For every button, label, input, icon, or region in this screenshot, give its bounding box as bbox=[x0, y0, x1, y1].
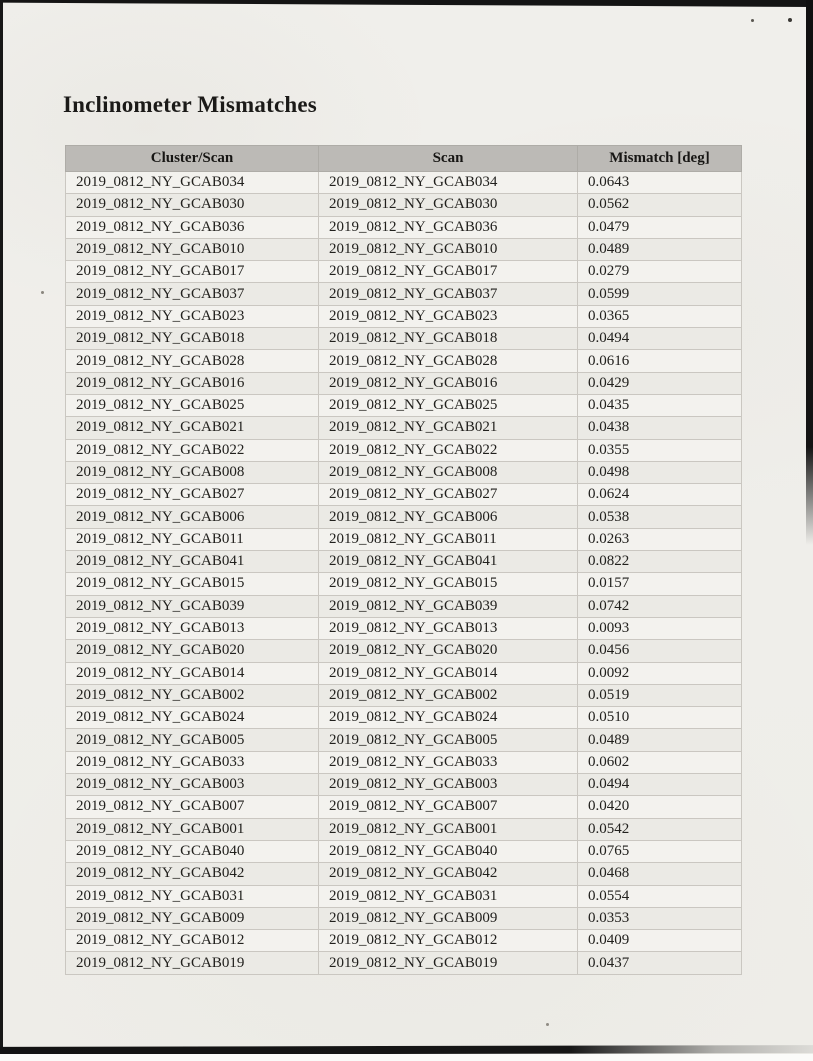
scan-cell: 2019_0812_NY_GCAB025 bbox=[319, 394, 578, 416]
table-row bbox=[66, 350, 742, 372]
mismatch-cell: 0.0437 bbox=[578, 952, 742, 974]
scan-cell: 2019_0812_NY_GCAB012 bbox=[319, 930, 578, 952]
table-row bbox=[66, 439, 742, 461]
cluster-scan-cell: 2019_0812_NY_GCAB009 bbox=[66, 907, 319, 929]
table-row bbox=[66, 372, 742, 394]
table-row bbox=[66, 617, 742, 639]
mismatch-table bbox=[65, 145, 742, 975]
table-row bbox=[66, 930, 742, 952]
cluster-scan-cell: 2019_0812_NY_GCAB003 bbox=[66, 774, 319, 796]
cluster-scan-cell: 2019_0812_NY_GCAB007 bbox=[66, 796, 319, 818]
cluster-scan-cell: 2019_0812_NY_GCAB008 bbox=[66, 461, 319, 483]
scan-cell: 2019_0812_NY_GCAB007 bbox=[319, 796, 578, 818]
table-row bbox=[66, 707, 742, 729]
scan-cell: 2019_0812_NY_GCAB037 bbox=[319, 283, 578, 305]
scan-cell: 2019_0812_NY_GCAB036 bbox=[319, 216, 578, 238]
mismatch-cell: 0.0510 bbox=[578, 707, 742, 729]
table-row bbox=[66, 863, 742, 885]
table-row bbox=[66, 172, 742, 194]
mismatch-cell: 0.0429 bbox=[578, 372, 742, 394]
cluster-scan-cell: 2019_0812_NY_GCAB024 bbox=[66, 707, 319, 729]
mismatch-cell: 0.0420 bbox=[578, 796, 742, 818]
scan-cell: 2019_0812_NY_GCAB028 bbox=[319, 350, 578, 372]
table-row bbox=[66, 551, 742, 573]
cluster-scan-cell: 2019_0812_NY_GCAB028 bbox=[66, 350, 319, 372]
scan-cell: 2019_0812_NY_GCAB023 bbox=[319, 305, 578, 327]
cluster-scan-cell: 2019_0812_NY_GCAB011 bbox=[66, 528, 319, 550]
page-title: Inclinometer Mismatches bbox=[63, 92, 317, 117]
cluster-scan-cell: 2019_0812_NY_GCAB014 bbox=[66, 662, 319, 684]
cluster-scan-cell: 2019_0812_NY_GCAB022 bbox=[66, 439, 319, 461]
cluster-scan-cell: 2019_0812_NY_GCAB037 bbox=[66, 283, 319, 305]
cluster-scan-cell: 2019_0812_NY_GCAB019 bbox=[66, 952, 319, 974]
mismatch-cell: 0.0435 bbox=[578, 394, 742, 416]
mismatch-cell: 0.0765 bbox=[578, 840, 742, 862]
mismatch-cell: 0.0479 bbox=[578, 216, 742, 238]
scan-cell: 2019_0812_NY_GCAB030 bbox=[319, 194, 578, 216]
scan-cell: 2019_0812_NY_GCAB031 bbox=[319, 885, 578, 907]
cluster-scan-cell: 2019_0812_NY_GCAB006 bbox=[66, 506, 319, 528]
scan-cell: 2019_0812_NY_GCAB014 bbox=[319, 662, 578, 684]
mismatch-cell: 0.0599 bbox=[578, 283, 742, 305]
cluster-scan-cell: 2019_0812_NY_GCAB021 bbox=[66, 417, 319, 439]
mismatch-cell: 0.0438 bbox=[578, 417, 742, 439]
mismatch-cell: 0.0554 bbox=[578, 885, 742, 907]
scan-cell: 2019_0812_NY_GCAB021 bbox=[319, 417, 578, 439]
scan-edge-bottom-margin bbox=[0, 1054, 813, 1061]
scan-cell: 2019_0812_NY_GCAB027 bbox=[319, 484, 578, 506]
mismatch-cell: 0.0409 bbox=[578, 930, 742, 952]
table-row bbox=[66, 640, 742, 662]
table-row bbox=[66, 328, 742, 350]
table-header bbox=[66, 146, 742, 172]
table-row bbox=[66, 261, 742, 283]
mismatch-cell: 0.0157 bbox=[578, 573, 742, 595]
table-body bbox=[66, 172, 742, 975]
table-row bbox=[66, 729, 742, 751]
scan-cell: 2019_0812_NY_GCAB022 bbox=[319, 439, 578, 461]
cluster-scan-cell: 2019_0812_NY_GCAB001 bbox=[66, 818, 319, 840]
scan-cell: 2019_0812_NY_GCAB018 bbox=[319, 328, 578, 350]
cluster-scan-cell: 2019_0812_NY_GCAB017 bbox=[66, 261, 319, 283]
table-row bbox=[66, 952, 742, 974]
cluster-scan-cell: 2019_0812_NY_GCAB025 bbox=[66, 394, 319, 416]
cluster-scan-cell: 2019_0812_NY_GCAB030 bbox=[66, 194, 319, 216]
mismatch-cell: 0.0542 bbox=[578, 818, 742, 840]
cluster-scan-cell: 2019_0812_NY_GCAB002 bbox=[66, 684, 319, 706]
scan-cell: 2019_0812_NY_GCAB011 bbox=[319, 528, 578, 550]
cluster-scan-cell: 2019_0812_NY_GCAB042 bbox=[66, 863, 319, 885]
mismatch-cell: 0.0279 bbox=[578, 261, 742, 283]
mismatch-cell: 0.0365 bbox=[578, 305, 742, 327]
cluster-scan-cell: 2019_0812_NY_GCAB020 bbox=[66, 640, 319, 662]
scan-cell: 2019_0812_NY_GCAB033 bbox=[319, 751, 578, 773]
cluster-scan-cell: 2019_0812_NY_GCAB033 bbox=[66, 751, 319, 773]
mismatch-cell: 0.0355 bbox=[578, 439, 742, 461]
cluster-scan-cell: 2019_0812_NY_GCAB041 bbox=[66, 551, 319, 573]
cluster-scan-cell: 2019_0812_NY_GCAB012 bbox=[66, 930, 319, 952]
cluster-scan-cell: 2019_0812_NY_GCAB036 bbox=[66, 216, 319, 238]
mismatch-cell: 0.0616 bbox=[578, 350, 742, 372]
scan-cell: 2019_0812_NY_GCAB042 bbox=[319, 863, 578, 885]
dust-speck bbox=[751, 19, 754, 22]
cluster-scan-cell: 2019_0812_NY_GCAB040 bbox=[66, 840, 319, 862]
mismatch-cell: 0.0468 bbox=[578, 863, 742, 885]
mismatch-cell: 0.0624 bbox=[578, 484, 742, 506]
cluster-scan-cell: 2019_0812_NY_GCAB023 bbox=[66, 305, 319, 327]
scan-edge-right bbox=[806, 0, 813, 545]
mismatch-cell: 0.0093 bbox=[578, 617, 742, 639]
table-row bbox=[66, 528, 742, 550]
mismatch-cell: 0.0353 bbox=[578, 907, 742, 929]
mismatch-cell: 0.0456 bbox=[578, 640, 742, 662]
table-row bbox=[66, 283, 742, 305]
table-row bbox=[66, 238, 742, 260]
table-row bbox=[66, 417, 742, 439]
scan-cell: 2019_0812_NY_GCAB034 bbox=[319, 172, 578, 194]
mismatch-cell: 0.0538 bbox=[578, 506, 742, 528]
mismatch-cell: 0.0562 bbox=[578, 194, 742, 216]
scan-cell: 2019_0812_NY_GCAB008 bbox=[319, 461, 578, 483]
scan-cell: 2019_0812_NY_GCAB019 bbox=[319, 952, 578, 974]
scan-cell: 2019_0812_NY_GCAB010 bbox=[319, 238, 578, 260]
table-header-row bbox=[66, 146, 742, 172]
table-row bbox=[66, 751, 742, 773]
table-row bbox=[66, 885, 742, 907]
cluster-scan-cell: 2019_0812_NY_GCAB031 bbox=[66, 885, 319, 907]
table-row bbox=[66, 774, 742, 796]
scan-cell: 2019_0812_NY_GCAB015 bbox=[319, 573, 578, 595]
cluster-scan-cell: 2019_0812_NY_GCAB027 bbox=[66, 484, 319, 506]
scan-cell: 2019_0812_NY_GCAB024 bbox=[319, 707, 578, 729]
scan-cell: 2019_0812_NY_GCAB005 bbox=[319, 729, 578, 751]
scan-edge-left bbox=[0, 0, 3, 1053]
column-header-scan: Scan bbox=[319, 146, 578, 172]
table-row bbox=[66, 818, 742, 840]
cluster-scan-cell: 2019_0812_NY_GCAB034 bbox=[66, 172, 319, 194]
scan-cell: 2019_0812_NY_GCAB009 bbox=[319, 907, 578, 929]
dust-speck bbox=[41, 291, 44, 294]
dust-speck bbox=[546, 1023, 549, 1026]
table-row bbox=[66, 305, 742, 327]
mismatch-cell: 0.0489 bbox=[578, 238, 742, 260]
mismatch-cell: 0.0092 bbox=[578, 662, 742, 684]
scan-cell: 2019_0812_NY_GCAB039 bbox=[319, 595, 578, 617]
scan-cell: 2019_0812_NY_GCAB013 bbox=[319, 617, 578, 639]
mismatch-cell: 0.0742 bbox=[578, 595, 742, 617]
scan-cell: 2019_0812_NY_GCAB002 bbox=[319, 684, 578, 706]
table-row bbox=[66, 394, 742, 416]
table-row bbox=[66, 840, 742, 862]
scan-cell: 2019_0812_NY_GCAB020 bbox=[319, 640, 578, 662]
mismatch-cell: 0.0494 bbox=[578, 328, 742, 350]
table-row bbox=[66, 506, 742, 528]
scan-cell: 2019_0812_NY_GCAB040 bbox=[319, 840, 578, 862]
table-row bbox=[66, 194, 742, 216]
cluster-scan-cell: 2019_0812_NY_GCAB010 bbox=[66, 238, 319, 260]
mismatch-cell: 0.0822 bbox=[578, 551, 742, 573]
scan-cell: 2019_0812_NY_GCAB017 bbox=[319, 261, 578, 283]
column-header-cluster-scan: Cluster/Scan bbox=[66, 146, 319, 172]
dust-speck bbox=[788, 18, 792, 22]
table-row bbox=[66, 484, 742, 506]
table-row bbox=[66, 461, 742, 483]
scan-cell: 2019_0812_NY_GCAB041 bbox=[319, 551, 578, 573]
cluster-scan-cell: 2019_0812_NY_GCAB013 bbox=[66, 617, 319, 639]
mismatch-cell: 0.0489 bbox=[578, 729, 742, 751]
scan-cell: 2019_0812_NY_GCAB006 bbox=[319, 506, 578, 528]
cluster-scan-cell: 2019_0812_NY_GCAB016 bbox=[66, 372, 319, 394]
mismatch-cell: 0.0643 bbox=[578, 172, 742, 194]
mismatch-cell: 0.0494 bbox=[578, 774, 742, 796]
mismatch-cell: 0.0263 bbox=[578, 528, 742, 550]
scan-cell: 2019_0812_NY_GCAB016 bbox=[319, 372, 578, 394]
table-row bbox=[66, 907, 742, 929]
table-row bbox=[66, 662, 742, 684]
mismatch-cell: 0.0519 bbox=[578, 684, 742, 706]
cluster-scan-cell: 2019_0812_NY_GCAB015 bbox=[66, 573, 319, 595]
scan-cell: 2019_0812_NY_GCAB003 bbox=[319, 774, 578, 796]
mismatch-cell: 0.0602 bbox=[578, 751, 742, 773]
table-row bbox=[66, 595, 742, 617]
column-header-mismatch-deg: Mismatch [deg] bbox=[578, 146, 742, 172]
cluster-scan-cell: 2019_0812_NY_GCAB005 bbox=[66, 729, 319, 751]
table-row bbox=[66, 573, 742, 595]
table-row bbox=[66, 216, 742, 238]
cluster-scan-cell: 2019_0812_NY_GCAB018 bbox=[66, 328, 319, 350]
mismatch-cell: 0.0498 bbox=[578, 461, 742, 483]
table-row bbox=[66, 684, 742, 706]
cluster-scan-cell: 2019_0812_NY_GCAB039 bbox=[66, 595, 319, 617]
scan-edge-top bbox=[0, 0, 813, 7]
table-row bbox=[66, 796, 742, 818]
scan-cell: 2019_0812_NY_GCAB001 bbox=[319, 818, 578, 840]
